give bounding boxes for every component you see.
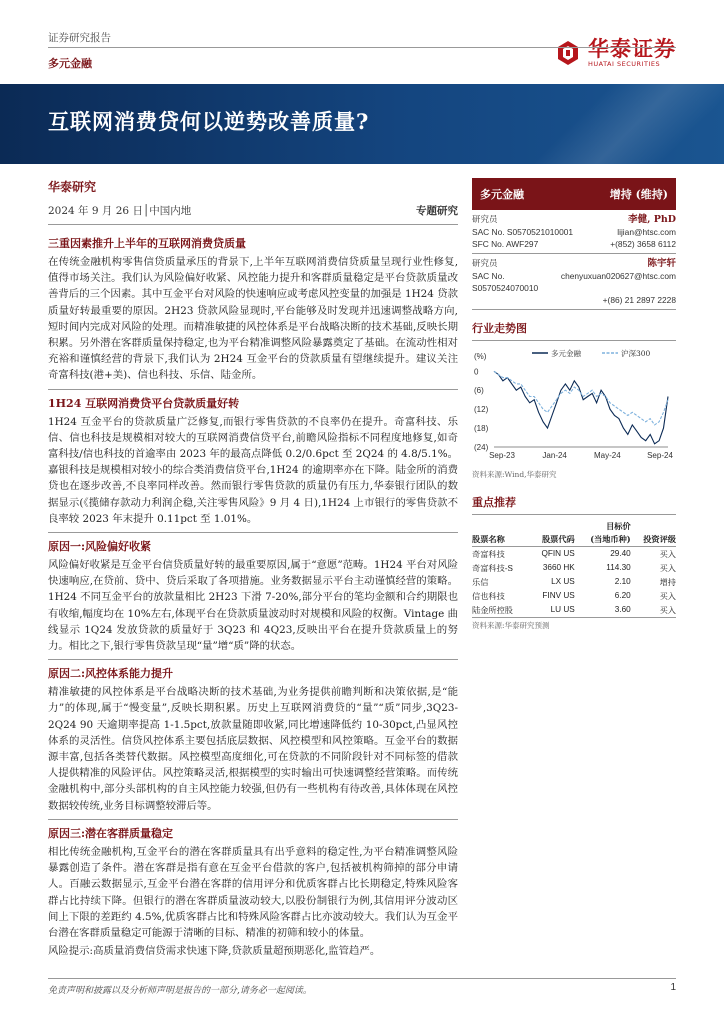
date-row [48, 203, 458, 225]
legend-label: 多元金融 [551, 349, 581, 358]
stock-target: 3.60 [575, 603, 631, 618]
stock-rating: 买入 [659, 591, 676, 601]
stock-code: FINV US [542, 591, 575, 600]
stock-rating: 增持 [659, 577, 676, 587]
section-title: 原因二:风控体系能力提升 [48, 667, 174, 681]
divider [48, 819, 458, 820]
table-unit-header: 目标价 [606, 521, 631, 531]
top-rule [48, 47, 676, 48]
report-date: 2024 年 9 月 26 日│中国内地 [48, 205, 192, 217]
analyst-sac: SAC No. S0570524070010 [472, 271, 539, 293]
analyst-role: 研究员 [472, 215, 498, 225]
section-title: 原因三:潜在客群质量稳定 [48, 826, 174, 840]
title-banner [0, 84, 724, 164]
col-target: (当地币种) [575, 533, 631, 547]
table-row [472, 589, 676, 603]
analyst-name: 陈宇轩 [647, 258, 676, 269]
huatai-logo [554, 38, 676, 68]
stock-rating: 买入 [659, 549, 676, 559]
trend-chart [472, 347, 676, 467]
stock-name: 奇富科技 [472, 549, 505, 559]
footer-rule [48, 978, 676, 979]
stock-name: 信也科技 [472, 591, 505, 601]
analyst-2 [472, 254, 676, 309]
y-tick-label: (18) [474, 424, 489, 434]
series-line-2 [494, 371, 668, 425]
divider [48, 532, 458, 533]
analyst-sac: SAC No. S0570521010001 [472, 227, 574, 237]
legend-label: 沪深300 [621, 349, 651, 358]
col-name: 股票名称 [472, 533, 529, 547]
huatai-logo-icon [554, 39, 582, 67]
analyst-phone: +(852) 3658 6112 [610, 239, 676, 249]
table-row [472, 603, 676, 618]
stock-rating: 买入 [631, 603, 676, 618]
rating-value: 增持 (维持) [609, 188, 668, 201]
stock-code: LX US [551, 577, 575, 586]
stock-name: 奇富科技-S [472, 563, 514, 573]
chart-title: 行业走势图 [472, 320, 676, 341]
analyst-1 [472, 210, 676, 253]
stock-code: LU US [529, 603, 575, 618]
research-label: 华泰研究 [48, 180, 97, 194]
recommend-table [472, 519, 676, 618]
table-row [472, 575, 676, 589]
chart-source: 资料来源:Wind,华泰研究 [472, 470, 557, 479]
stock-target: 6.20 [614, 591, 631, 600]
table-row [472, 547, 676, 562]
section-quality [48, 395, 458, 527]
section-title: 原因一:风险偏好收紧 [48, 540, 152, 554]
stock-code: QFIN US [541, 549, 575, 558]
sector-label: 多元金融 [48, 57, 92, 70]
y-tick-label: (12) [474, 405, 489, 415]
analyst-email[interactable]: lijian@htsc.com [617, 227, 676, 237]
divider [48, 389, 458, 390]
divider [48, 659, 458, 660]
stock-rating: 买入 [659, 563, 676, 573]
table-source: 资料来源:华泰研究预测 [472, 621, 550, 630]
section-reason-3 [48, 825, 458, 941]
stock-target: 29.40 [610, 549, 631, 558]
section-reason-1 [48, 538, 458, 654]
y-tick-label: (24) [474, 443, 489, 452]
section-summary [48, 235, 458, 384]
report-title: 互联网消费贷何以逆势改善质量? [48, 109, 370, 134]
col-code: 股票代码 [529, 533, 575, 547]
main-content [48, 178, 458, 959]
x-tick-label: May-24 [593, 451, 621, 460]
sidebar [472, 178, 676, 631]
stock-code: 3660 HK [542, 563, 575, 572]
picks-title: 重点推荐 [472, 494, 676, 515]
report-type-label: 证券研究报告 [48, 32, 111, 44]
logo-en: HUATAI SECURITIES [588, 60, 661, 68]
x-tick-label: Sep-24 [647, 451, 673, 460]
section-body: 1H24 互金平台的贷款质量广泛修复,而银行零售贷款的不良率仍在提升。奇富科技、乐信、信也科技是规模相对较大的互联网消费信贷平台,前瞻风险指标不同程度地修复,如奇富科技/信也科技的首逾率由 2023 年的最高点降低 0.2/0.6pct 至 2Q24 的 4.8/5.1%。嘉银科技是规模相对较小的综合类消费信贷平台,1H24 的逾期率亦在下降。陆金所的消费贷也在逐步改善,不良率同样改善。然而银行零售贷款的质量仍有压力,华泰银行团队的数据显示(《揽储存款动力利润企稳,关注零售风险》9 月 4 日),1H24 上市银行的零售贷款不良率较 2023 年末提升 0.11pct 至 1.01%。 [48, 415, 458, 525]
stock-target: 114.30 [606, 563, 631, 572]
footer-disclaimer: 免责声明和披露以及分析师声明是报告的一部分,请务必一起阅读。 [48, 986, 312, 996]
section-title: 1H24 互联网消费贷平台贷款质量好转 [48, 396, 240, 410]
divider [472, 309, 676, 310]
section-body: 精准敏捷的风控体系是平台战略决断的技术基础,为业务提供前瞻判断和决策依据,是“能力”的体现,属于“慢变量”,反映长期积累。历史上互联网消费贷的“量”“质”同步,3Q23-2Q24 90 天逾期率提高 1-1.5pct,放款量随即收紧,同比增速降低约 10-30pct,凸显风控体系的灵活性。信贷风控体系主要包括底层数据、风控模型和风控策略。互金平台的数据源丰富,包括各类替代数据。风控模型高度细化,可在贷款的不同阶段针对不同标签的借款人提供精准的风险评估。风控策略灵活,根据模型的实时输出可快速调整经营策略。而传统金融机构中,部分头部机构的自主风控能力较强,但仍有一些机构有待改善,具体体现在风控数据较传统,业务目标调整较滞后等。 [48, 686, 458, 812]
y-tick-label: (6) [474, 386, 484, 396]
risk-warning: 风险提示:高质量消费信贷需求快速下降,贷款质量超预期恶化,监管趋严。 [48, 945, 381, 958]
series-line-1 [494, 371, 668, 444]
section-body: 风险偏好收紧是互金平台信贷质量好转的最重要原因,属于“意愿”范畴。1H24 平台对风险快速响应,在贷前、贷中、贷后采取了各项措施。业务数据显示平台主动谨慎经营的策略。1H24 不同互金平台的放款量相比 2H23 下滑 7-20%,部分平台的笔均金额和合约期限也有收缩,幅度均在 10%左右,体现平台在贷款质量波动时对规模和风险的权衡。Vintage 曲线显示 1Q24 发放贷款的质量好于 3Q23 和 4Q23,反映出平台在提升贷款质量上的努力。相比之下,银行零售贷款呈现“量”增“质”降的状态。 [48, 559, 458, 653]
y-tick-label: 0 [474, 367, 479, 377]
trend-chart-svg [472, 347, 676, 467]
stock-name: 乐信 [472, 577, 489, 587]
analyst-email[interactable]: chenyuxuan020627@htsc.com [560, 271, 676, 281]
rating-sector: 多元金融 [480, 188, 524, 201]
x-tick-label: Sep-23 [489, 451, 515, 460]
analyst-phone: +(86) 21 2897 2228 [602, 295, 676, 305]
section-body: 相比传统金融机构,互金平台的潜在客群质量具有出乎意料的稳定性,为平台精准调整风险暴露创造了条件。潜在客群是指有意在互金平台借款的客户,包括被机构筛掉的部分申请人。百融云数据显示,互金平台潜在客群的信用评分和优质客群占比长期稳定,特殊风险客群占比持续下降。但银行的潜在客群质量波动较大,以股份制银行为例,其信用评分波动区间上下限的差距约 4.5%,优质客群占比和特殊风险客群占比亦波动较大。我们认为互金平台潜在客群质量稳定可能源于清晰的目标、精准的初筛和较小的体量。 [48, 845, 458, 939]
analyst-role: 研究员 [472, 259, 498, 269]
section-body: 在传统金融机构零售信贷质量承压的背景下,上半年互联网消费信贷质量呈现行业性修复,值得市场关注。我们认为风险偏好收紧、风控能力提升和客群质量稳定是平台贷款质量改善背后的三个因素。其中互金平台对风险的快速响应或考虑风控变量的加强是 1H24 贷款质量好转最重要的原因。2H23 贷款风险显现时,平台能够及时发现并迅速调整战略方向,短时间内完成对风险的处理。而精准敏捷的风控体系是平台战略决断的技术基础,反映长期积累。另外潜在客群质量保持稳定,也为平台精准调整风险暴露奠定了基础。在流动性相对充裕和谨慎经营的背景下,我们认为 2H24 互金平台的贷款质量有望继续提升。建议关注奇富科技(港+美)、信也科技、乐信、陆金所。 [48, 256, 458, 382]
section-title: 三重因素推升上半年的互联网消费贷质量 [48, 237, 246, 250]
report-kind: 专题研究 [416, 205, 458, 217]
stock-name: 陆金所控股 [472, 603, 529, 618]
page-number: 1 [670, 982, 676, 993]
rating-box [472, 178, 676, 210]
analyst-sfc: SFC No. AWF297 [472, 239, 539, 249]
y-axis-label: (%) [474, 352, 487, 361]
x-tick-label: Jan-24 [542, 451, 567, 460]
section-reason-2 [48, 665, 458, 814]
stock-target: 2.10 [614, 577, 631, 586]
col-rating: 投资评级 [631, 533, 676, 547]
analyst-name: 李健, PhD [628, 214, 676, 225]
table-row [472, 561, 676, 575]
logo-cn: 华泰证券 [588, 37, 676, 61]
